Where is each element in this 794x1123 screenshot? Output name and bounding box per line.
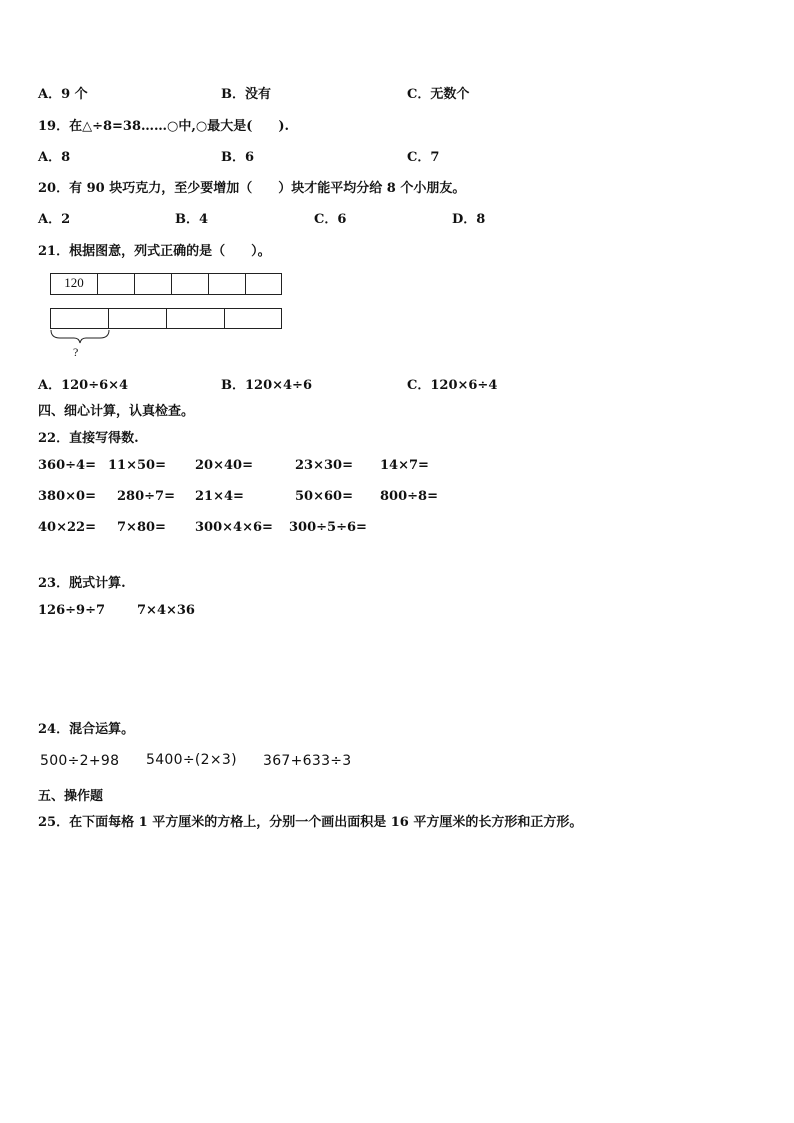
q21-stem: 21．根据图意，列式正确的是（ ）。 [38, 244, 271, 259]
q19-option-b: B．6 [221, 150, 255, 165]
q25-stem: 25．在下面每格 1 平方厘米的方格上，分别一个画出面积是 16 平方厘米的长方形和正方形。 [38, 815, 583, 830]
q22-item: 23×30= [295, 458, 353, 473]
q22-item: 50×60= [295, 489, 353, 504]
q22-item: 7×80= [117, 520, 166, 535]
q20-option-a: A．2 [38, 212, 71, 227]
q22-item: 360÷4= [38, 458, 96, 473]
q18-option-b: B．没有 [221, 87, 271, 102]
q21-option-b: B．120×4÷6 [221, 378, 313, 393]
q22-item: 800÷8= [380, 489, 438, 504]
section-5-heading: 五、操作题 [38, 789, 104, 804]
q19-stem: 19．在△÷8=38……○中,○最大是( ). [38, 119, 290, 134]
q22-stem: 22．直接写得数. [38, 431, 139, 446]
bottom-segment-4 [224, 308, 282, 329]
q20-stem: 20．有 90 块巧克力，至少要增加（ ）块才能平均分给 8 个小朋友。 [38, 181, 466, 196]
question-mark-label: ? [73, 345, 79, 359]
top-segment-4 [171, 273, 209, 295]
top-segment-1 [50, 273, 98, 295]
top-value-label: 120 [64, 275, 84, 290]
top-segment-3 [134, 273, 172, 295]
q21-option-a: A．120÷6×4 [38, 378, 129, 393]
q24-stem: 24．混合运算。 [38, 722, 135, 737]
q23-item: 7×4×36 [137, 603, 195, 618]
q24-item: 5400÷(2×3) [146, 752, 237, 768]
bottom-segment-2 [108, 308, 167, 329]
q18-option-a: A．9 个 [38, 87, 88, 102]
q21-option-c: C．120×6÷4 [407, 378, 498, 393]
q22-item: 20×40= [195, 458, 253, 473]
q22-item: 40×22= [38, 520, 96, 535]
q20-option-b: B．4 [175, 212, 209, 227]
top-segment-2 [97, 273, 135, 295]
section-4-heading: 四、细心计算，认真检查。 [38, 404, 195, 419]
q20-option-d: D．8 [452, 212, 486, 227]
bottom-segment-1 [50, 308, 109, 329]
q22-item: 300÷5÷6= [289, 520, 367, 535]
q19-option-a: A．8 [38, 150, 71, 165]
bottom-segment-3 [166, 308, 225, 329]
q24-item: 367+633÷3 [263, 753, 352, 769]
q20-option-c: C．6 [314, 212, 347, 227]
q23-item: 126÷9÷7 [38, 603, 106, 618]
q19-option-c: C．7 [407, 150, 440, 165]
top-segment-5 [208, 273, 246, 295]
q22-item: 11×50= [108, 458, 166, 473]
q22-item: 14×7= [380, 458, 429, 473]
q22-item: 21×4= [195, 489, 244, 504]
q22-item: 300×4×6= [195, 520, 273, 535]
brace-icon [50, 329, 110, 345]
q22-item: 380×0= [38, 489, 96, 504]
q18-option-c: C．无数个 [407, 87, 470, 102]
q24-item: 500÷2+98 [40, 753, 120, 769]
q22-item: 280÷7= [117, 489, 175, 504]
top-segment-6 [245, 273, 282, 295]
q21-diagram [50, 273, 282, 363]
q23-stem: 23．脱式计算. [38, 576, 126, 591]
